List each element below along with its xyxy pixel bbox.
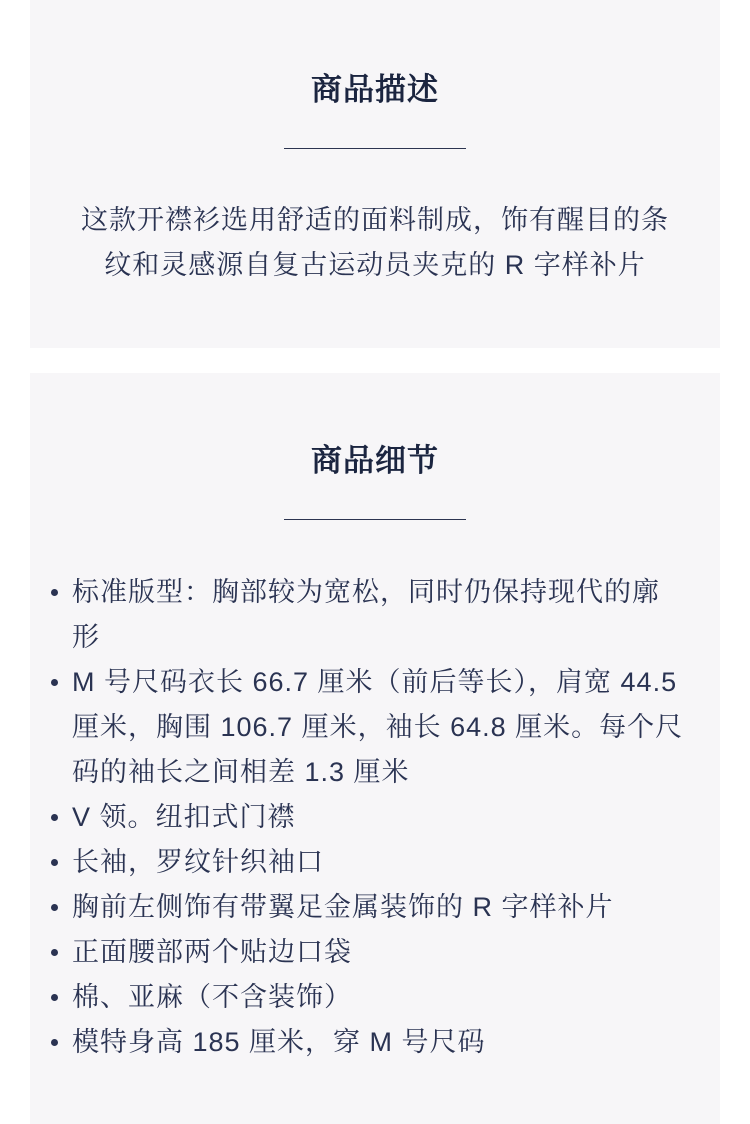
list-item — [72, 795, 684, 840]
list-item-text: 模特身高 185 厘米，穿 M 号尺码 — [72, 1027, 486, 1057]
list-item — [72, 660, 684, 795]
details-divider — [284, 519, 466, 520]
list-item — [72, 1020, 684, 1065]
bullet-icon — [51, 949, 58, 956]
list-item — [72, 975, 684, 1020]
list-item-text: V 领。纽扣式门襟 — [72, 802, 296, 832]
bullet-icon — [51, 1039, 58, 1046]
bullet-icon — [51, 814, 58, 821]
description-divider — [284, 148, 466, 149]
list-item-text: 胸前左侧饰有带翼足金属装饰的 R 字样补片 — [72, 892, 614, 922]
list-item — [72, 885, 684, 930]
list-item — [72, 570, 684, 660]
list-item — [72, 840, 684, 885]
list-item-text: 正面腰部两个贴边口袋 — [72, 937, 352, 967]
bullet-icon — [51, 994, 58, 1001]
details-card — [30, 373, 720, 1124]
list-item-text: 棉、亚麻（不含装饰） — [72, 982, 352, 1012]
details-list — [30, 570, 720, 1065]
description-card — [30, 0, 720, 348]
list-item-text: 标准版型：胸部较为宽松，同时仍保持现代的廓形 — [72, 577, 660, 652]
description-title: 商品描述 — [311, 72, 439, 107]
bullet-icon — [51, 679, 58, 686]
bullet-icon — [51, 589, 58, 596]
bullet-icon — [51, 859, 58, 866]
details-title: 商品细节 — [311, 443, 439, 478]
description-text: 这款开襟衫选用舒适的面料制成，饰有醒目的条纹和灵感源自复古运动员夹克的 R 字样补片 — [81, 205, 669, 280]
list-item-text: 长袖，罗纹针织袖口 — [72, 847, 324, 877]
list-item — [72, 930, 684, 975]
bullet-icon — [51, 904, 58, 911]
list-item-text: M 号尺码衣长 66.7 厘米（前后等长），肩宽 44.5 厘米，胸围 106.7 厘米，袖长 64.8 厘米。每个尺码的袖长之间相差 1.3 厘米 — [72, 667, 684, 787]
